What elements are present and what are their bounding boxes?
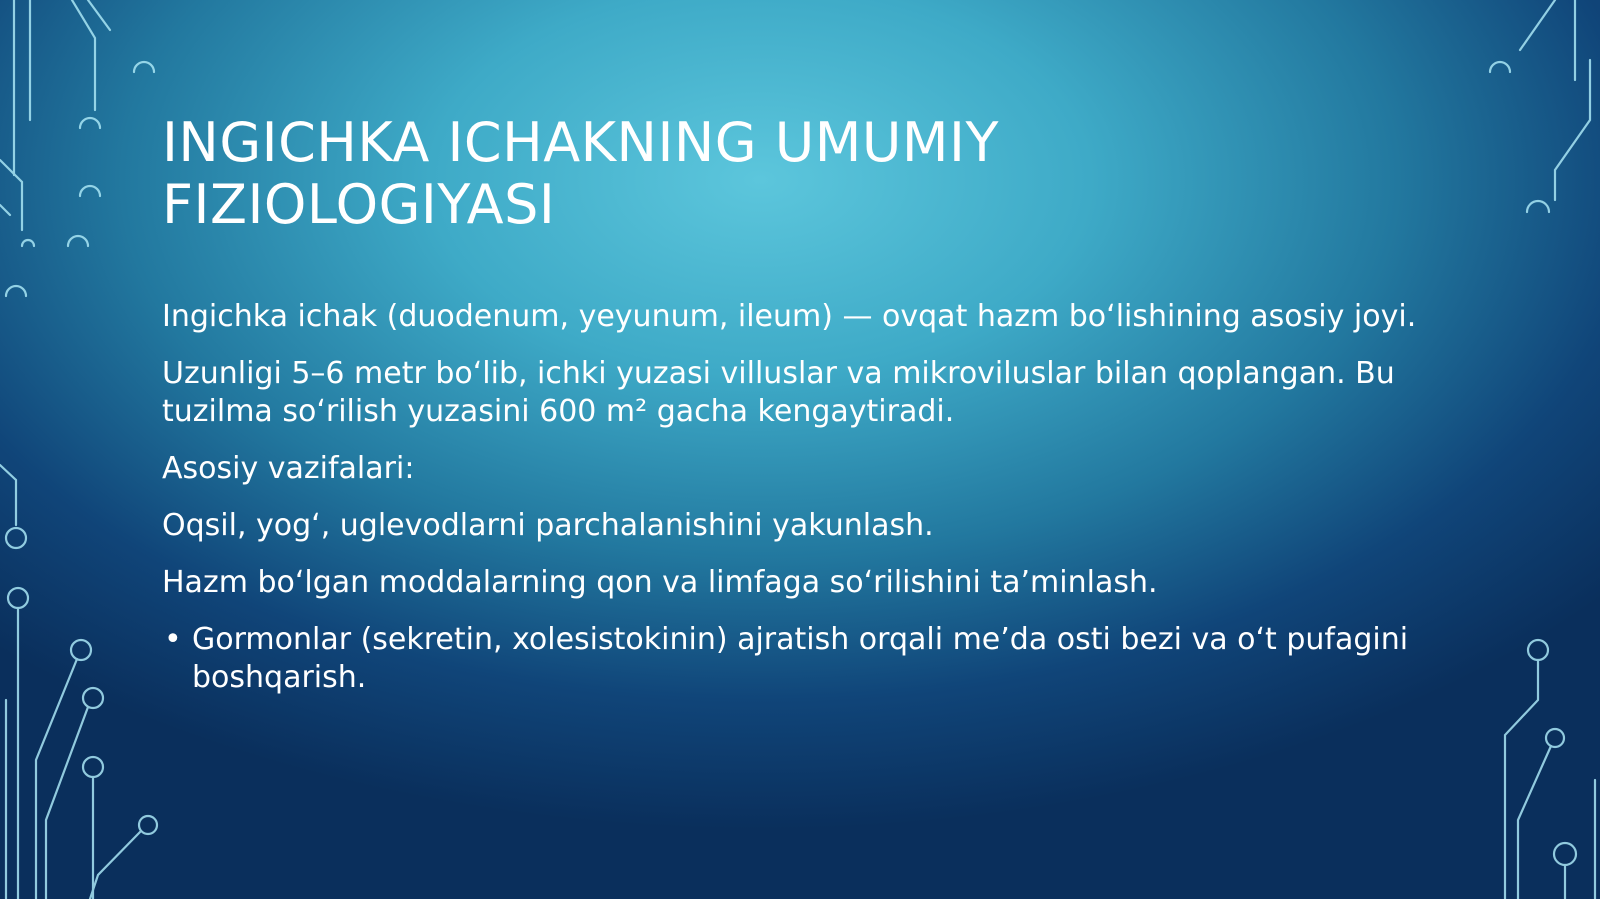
paragraph-function-absorption: Hazm bo‘lgan moddalarning qon va limfaga so‘rilishini ta’minlash. <box>162 565 1158 600</box>
slide-title-line-2: FIZIOLOGIYASI <box>162 173 556 236</box>
slide-body <box>162 298 1452 697</box>
paragraph-intro: Ingichka ichak (duodenum, yeyunum, ileum) — ovqat hazm bo‘lishining asosiy joyi. <box>162 299 1417 334</box>
slide-title <box>162 112 1412 236</box>
bullet-dot-icon: • <box>164 622 182 657</box>
paragraph-functions-heading: Asosiy vazifalari: <box>162 451 415 486</box>
paragraph-structure: Uzunligi 5–6 metr bo‘lib, ichki yuzasi villuslar va mikroviluslar bilan qoplangan. Bu tuzilma so‘rilish yuzasini 600 m² gacha kengaytiradi. <box>162 356 1395 429</box>
bullet-item-text: Gormonlar (sekretin, xolesistokinin) ajratish orqali me’da osti bezi va o‘t pufagini boshqarish. <box>192 622 1409 695</box>
slide-title-line-1: INGICHKA ICHAKNING UMUMIY <box>162 111 999 174</box>
bullet-item-hormones <box>162 621 1452 697</box>
paragraph-function-digestion: Oqsil, yog‘, uglevodlarni parchalanishini yakunlash. <box>162 508 934 543</box>
